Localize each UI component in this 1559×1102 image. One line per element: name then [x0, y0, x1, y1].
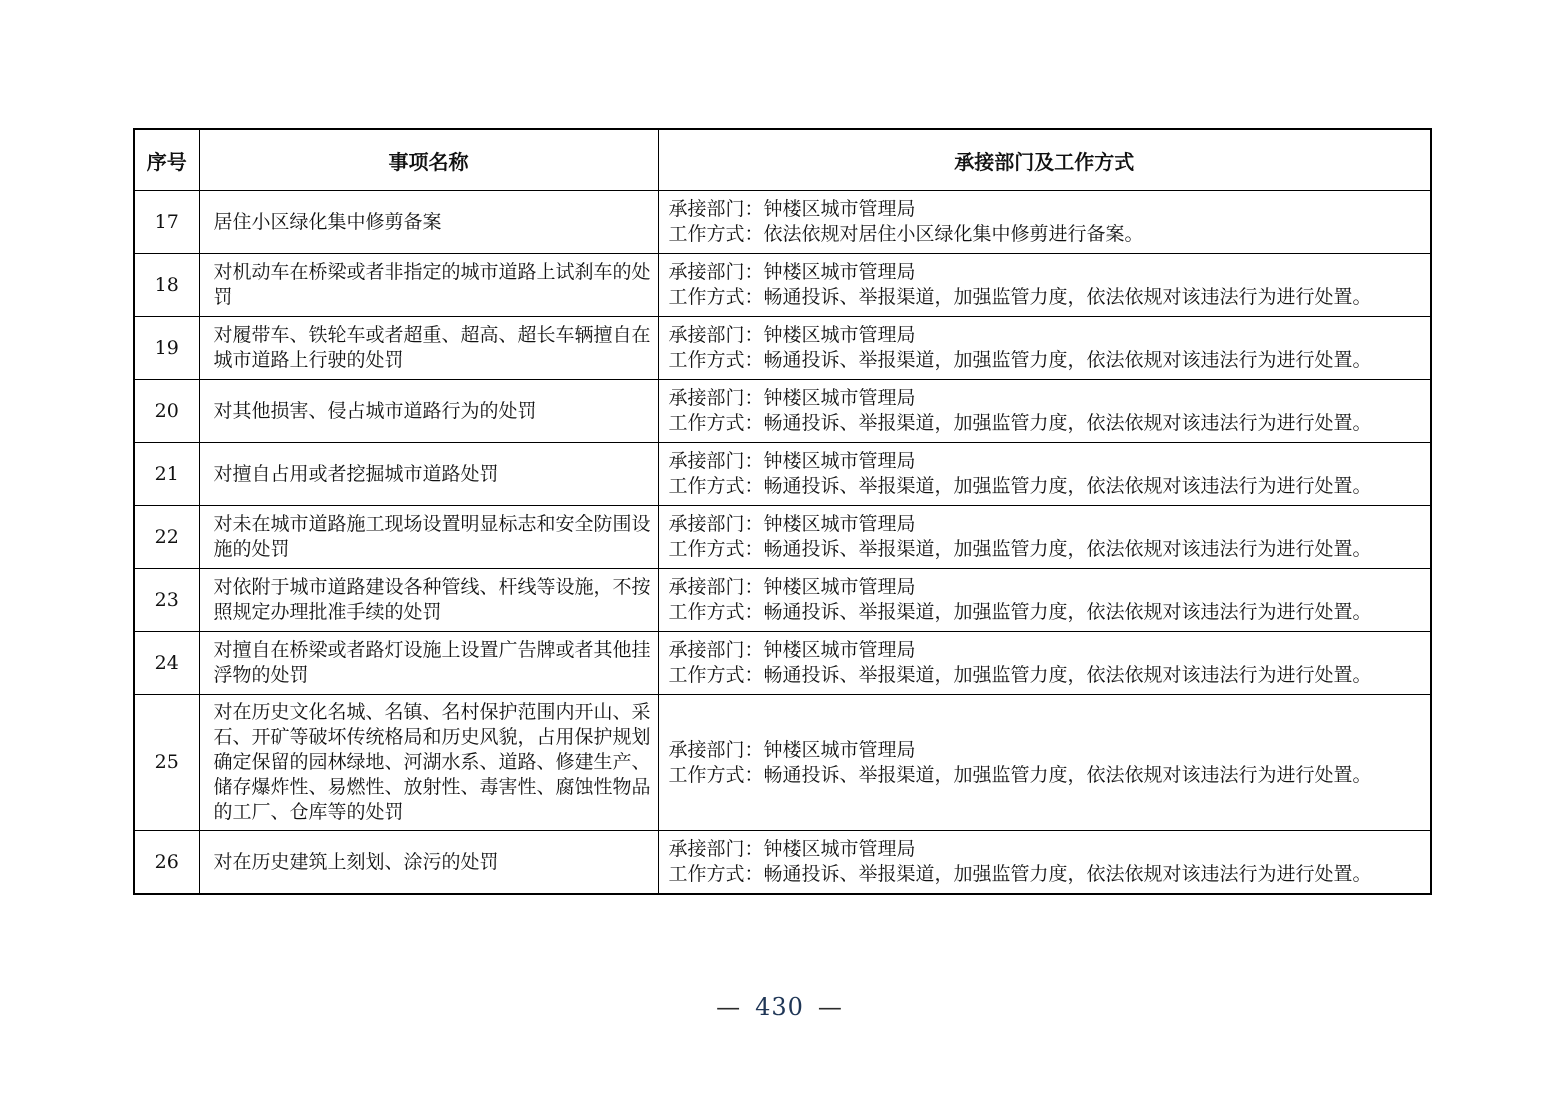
serial-number-cell: 18: [134, 254, 199, 317]
serial-number-cell: 17: [134, 191, 199, 254]
item-name-cell: 对擅自占用或者挖掘城市道路处罚: [199, 443, 658, 506]
method-line: 工作方式：畅通投诉、举报渠道，加强监管力度，依法依规对该违法行为进行处置。: [668, 286, 1372, 308]
table-row: [134, 317, 1431, 380]
method-line: 工作方式：畅通投诉、举报渠道，加强监管力度，依法依规对该违法行为进行处置。: [668, 412, 1372, 434]
table-row: [134, 831, 1431, 895]
department-line: 承接部门：钟楼区城市管理局: [668, 261, 916, 283]
items-table: [133, 128, 1432, 895]
item-name-cell: 对机动车在桥梁或者非指定的城市道路上试刹车的处罚: [199, 254, 658, 317]
department-method-cell: [658, 506, 1431, 569]
department-method-cell: [658, 317, 1431, 380]
table-body: [134, 191, 1431, 895]
department-method-cell: [658, 191, 1431, 254]
item-name-cell: 对履带车、铁轮车或者超重、超高、超长车辆擅自在城市道路上行驶的处罚: [199, 317, 658, 380]
department-method-cell: [658, 831, 1431, 895]
header-serial-number: 序号: [134, 129, 199, 191]
method-line: 工作方式：畅通投诉、举报渠道，加强监管力度，依法依规对该违法行为进行处置。: [668, 349, 1372, 371]
department-line: 承接部门：钟楼区城市管理局: [668, 576, 916, 598]
table-row: [134, 191, 1431, 254]
serial-number-cell: 23: [134, 569, 199, 632]
department-line: 承接部门：钟楼区城市管理局: [668, 198, 916, 220]
department-line: 承接部门：钟楼区城市管理局: [668, 387, 916, 409]
department-line: 承接部门：钟楼区城市管理局: [668, 513, 916, 535]
table-row: [134, 443, 1431, 506]
method-line: 工作方式：畅通投诉、举报渠道，加强监管力度，依法依规对该违法行为进行处置。: [668, 863, 1372, 885]
header-department-method: 承接部门及工作方式: [658, 129, 1431, 191]
serial-number-cell: 20: [134, 380, 199, 443]
serial-number-cell: 25: [134, 695, 199, 831]
item-name-cell: 居住小区绿化集中修剪备案: [199, 191, 658, 254]
department-method-cell: [658, 254, 1431, 317]
method-line: 工作方式：畅通投诉、举报渠道，加强监管力度，依法依规对该违法行为进行处置。: [668, 538, 1372, 560]
department-line: 承接部门：钟楼区城市管理局: [668, 838, 916, 860]
header-item-name: 事项名称: [199, 129, 658, 191]
method-line: 工作方式：依法依规对居住小区绿化集中修剪进行备案。: [668, 223, 1144, 245]
serial-number-cell: 19: [134, 317, 199, 380]
table-row: [134, 506, 1431, 569]
footer-dash-right: —: [817, 993, 843, 1021]
page-number: 430: [755, 993, 804, 1021]
footer-dash-left: —: [716, 993, 742, 1021]
item-name-cell: 对其他损害、侵占城市道路行为的处罚: [199, 380, 658, 443]
item-name-cell: 对在历史建筑上刻划、涂污的处罚: [199, 831, 658, 895]
serial-number-cell: 26: [134, 831, 199, 895]
item-name-cell: 对未在城市道路施工现场设置明显标志和安全防围设施的处罚: [199, 506, 658, 569]
item-name-cell: 对擅自在桥梁或者路灯设施上设置广告牌或者其他挂浮物的处罚: [199, 632, 658, 695]
department-method-cell: [658, 380, 1431, 443]
department-line: 承接部门：钟楼区城市管理局: [668, 738, 916, 761]
item-name-cell: 对依附于城市道路建设各种管线、杆线等设施，不按照规定办理批准手续的处罚: [199, 569, 658, 632]
table-row: [134, 254, 1431, 317]
department-method-cell: [658, 443, 1431, 506]
serial-number-cell: 22: [134, 506, 199, 569]
page-footer: [0, 993, 1559, 1021]
method-line: 工作方式：畅通投诉、举报渠道，加强监管力度，依法依规对该违法行为进行处置。: [668, 664, 1372, 686]
department-method-cell: [658, 569, 1431, 632]
serial-number-cell: 24: [134, 632, 199, 695]
table-row: [134, 380, 1431, 443]
table-row: [134, 569, 1431, 632]
department-line: 承接部门：钟楼区城市管理局: [668, 324, 916, 346]
department-line: 承接部门：钟楼区城市管理局: [668, 639, 916, 661]
item-name-cell: 对在历史文化名城、名镇、名村保护范围内开山、采石、开矿等破坏传统格局和历史风貌，占用保护规划确定保留的园林绿地、河湖水系、道路、修建生产、储存爆炸性、易燃性、放射性、毒害性、腐蚀性物品的工厂、仓库等的处罚: [199, 695, 658, 831]
method-line: 工作方式：畅通投诉、举报渠道，加强监管力度，依法依规对该违法行为进行处置。: [668, 763, 1372, 786]
method-line: 工作方式：畅通投诉、举报渠道，加强监管力度，依法依规对该违法行为进行处置。: [668, 475, 1372, 497]
department-method-cell: [658, 632, 1431, 695]
table-row: [134, 695, 1431, 831]
method-line: 工作方式：畅通投诉、举报渠道，加强监管力度，依法依规对该违法行为进行处置。: [668, 601, 1372, 623]
table-row: [134, 632, 1431, 695]
serial-number-cell: 21: [134, 443, 199, 506]
table-header-row: [134, 129, 1431, 191]
department-method-cell: [658, 695, 1431, 831]
department-line: 承接部门：钟楼区城市管理局: [668, 450, 916, 472]
